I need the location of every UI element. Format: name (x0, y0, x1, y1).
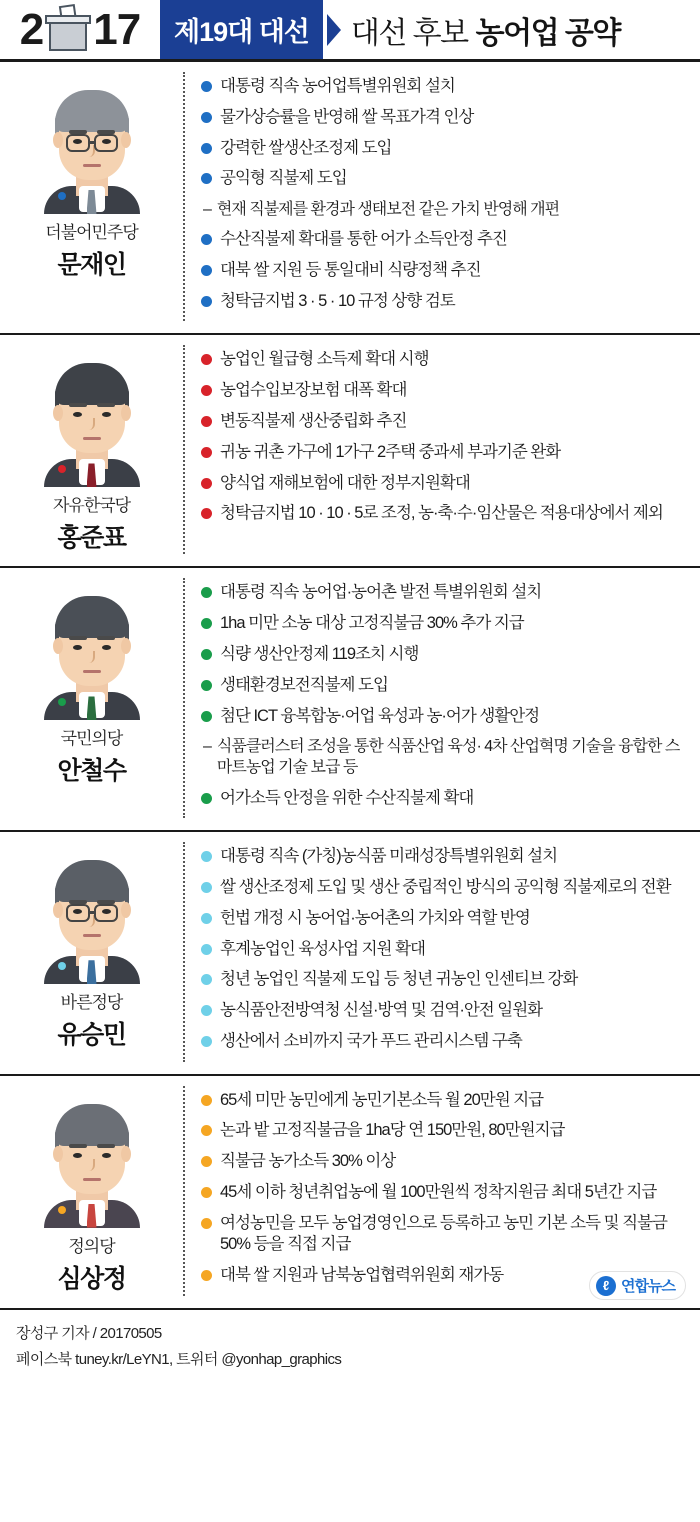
dash-marker-icon: – (203, 738, 211, 756)
bullet-dot-icon (201, 974, 212, 985)
pledge-item (201, 1151, 688, 1173)
pledge-text: 양식업 재해보험에 대한 정부지원확대 (220, 473, 470, 492)
bullet-dot-icon (201, 649, 212, 660)
pledge-text: 물가상승률을 반영해 쌀 목표가격 인상 (220, 107, 474, 126)
pledge-text: 청년 농업인 직불제 도입 등 청년 귀농인 인센티브 강화 (220, 970, 578, 989)
pledge-text: 농업인 월급형 소득제 확대 시행 (220, 350, 429, 369)
candidate-portrait (36, 82, 148, 210)
pledge-text: 첨단 ICT 융복합농·어업 육성과 농·어가 생활안정 (220, 706, 540, 725)
pledge-item (201, 229, 688, 251)
candidate-party: 바른정당 (60, 993, 123, 1013)
bullet-dot-icon (201, 112, 212, 123)
footer (0, 1310, 700, 1390)
header (0, 0, 700, 62)
candidate-portrait (36, 355, 148, 483)
header-title-light: 대선 후보 (350, 16, 468, 50)
bullet-dot-icon (201, 447, 212, 458)
pledge-list (185, 72, 700, 321)
pledge-item (201, 908, 688, 930)
pledge-text: 강력한 쌀생산조정제 도입 (220, 138, 392, 157)
candidate-name: 홍준표 (57, 524, 126, 553)
candidate-identity (0, 345, 185, 554)
bullet-dot-icon (201, 793, 212, 804)
bullet-dot-icon (201, 265, 212, 276)
pledge-item (201, 1031, 688, 1053)
pledge-item (201, 1120, 688, 1142)
pledge-text: 대통령 직속 농어업·농어촌 발전 특별위원회 설치 (220, 583, 542, 602)
bullet-dot-icon (201, 234, 212, 245)
pledge-item (201, 644, 688, 666)
pledge-list (185, 1086, 700, 1296)
yonhap-logo (589, 1271, 686, 1300)
candidate-name: 유승민 (57, 1021, 126, 1050)
bullet-dot-icon (201, 618, 212, 629)
candidate-list (0, 62, 700, 1310)
pledge-text: 쌀 생산조정제 도입 및 생산 중립적인 방식의 공익형 직불제로의 전환 (220, 878, 671, 897)
pledge-item (201, 503, 688, 525)
pledge-item (201, 168, 688, 190)
header-subtitle: 제19대 대선 (160, 0, 323, 59)
pledge-item (201, 1213, 688, 1257)
year-text (20, 5, 140, 55)
pledge-text: 1ha 미만 소농 대상 고정직불금 30% 추가 지급 (220, 614, 524, 633)
pledge-item (201, 442, 688, 464)
pledge-text: 귀농 귀촌 가구에 1가구 2주택 중과세 부과기준 완화 (220, 442, 561, 461)
candidate-party: 더불어민주당 (45, 223, 138, 242)
pledge-item (201, 582, 688, 604)
candidate-identity (0, 72, 185, 321)
bullet-dot-icon (201, 1156, 212, 1167)
candidate-identity (0, 1086, 185, 1296)
pledge-subitem (201, 736, 688, 778)
pledge-item (201, 473, 688, 495)
footer-social: 페이스북 tuney.kr/LeYN1, 트위터 @yonhap_graphics (16, 1351, 342, 1368)
bullet-dot-icon (201, 416, 212, 427)
pledge-text: 대북 쌀 지원 등 통일대비 식량정책 추진 (220, 260, 481, 279)
candidate-name: 안철수 (57, 757, 126, 786)
candidate-portrait (36, 1096, 148, 1224)
bullet-dot-icon (201, 385, 212, 396)
bullet-dot-icon (201, 81, 212, 92)
pledge-text: 공익형 직불제 도입 (220, 169, 347, 188)
pledge-text: 여성농민을 모두 농업경영인으로 등록하고 농민 기본 소득 및 직불금 50% 등을 직접 지급 (220, 1213, 667, 1254)
pledge-text: 식품클러스터 조성을 통한 식품산업 육성· 4차 산업혁명 기술을 융합한 스마트농업 기술 보급 등 (216, 738, 680, 777)
bullet-dot-icon (201, 296, 212, 307)
dash-marker-icon: – (203, 201, 211, 219)
pledge-subitem (201, 199, 688, 220)
pledge-text: 청탁금지법 10 · 10 · 5로 조정, 농·축·수·임산물은 적용대상에서 제외 (220, 504, 663, 523)
pledge-list (185, 578, 700, 818)
pledge-text: 헌법 개정 시 농어업·농어촌의 가치와 역할 반영 (220, 908, 530, 927)
candidate-identity (0, 578, 185, 818)
pledge-item (201, 76, 688, 98)
candidate-block (0, 62, 700, 335)
pledge-list (185, 842, 700, 1061)
pledge-list (185, 345, 700, 554)
pledge-text: 대통령 직속 농어업특별위원회 설치 (220, 77, 455, 95)
pledge-item (201, 291, 688, 313)
bullet-dot-icon (201, 882, 212, 893)
pledge-item (201, 706, 688, 728)
footer-byline: 장성구 기자 / 20170505 (16, 1325, 162, 1342)
bullet-dot-icon (201, 354, 212, 365)
candidate-party: 정의당 (68, 1236, 115, 1256)
bullet-dot-icon (201, 1125, 212, 1136)
bullet-dot-icon (201, 1005, 212, 1016)
candidate-identity (0, 842, 185, 1061)
bullet-dot-icon (201, 1036, 212, 1047)
bullet-dot-icon (201, 711, 212, 722)
bullet-dot-icon (201, 1270, 212, 1281)
candidate-portrait (36, 852, 148, 980)
ballot-box-icon (45, 7, 91, 53)
pledge-text: 현재 직불제를 환경과 생태보전 같은 가치 반영해 개편 (216, 201, 560, 219)
pledge-text: 수산직불제 확대를 통한 어가 소득안정 추진 (220, 230, 507, 249)
pledge-text: 45세 이하 청년취업농에 월 100만원씩 정착지원금 최대 5년간 지급 (220, 1182, 657, 1201)
candidate-portrait (36, 588, 148, 716)
header-year (0, 0, 160, 59)
pledge-text: 대북 쌀 지원과 남북농업협력위원회 재가동 (220, 1266, 504, 1285)
candidate-party: 국민의당 (60, 729, 123, 749)
pledge-item (201, 877, 688, 899)
candidate-block (0, 568, 700, 832)
bullet-dot-icon (201, 1218, 212, 1229)
candidate-block (0, 1076, 700, 1310)
bullet-dot-icon (201, 173, 212, 184)
pledge-item (201, 380, 688, 402)
header-title-bold: 농어업 공약 (475, 16, 620, 50)
pledge-text: 어가소득 안정을 위한 수산직불제 확대 (220, 788, 474, 807)
pledge-text: 논과 밭 고정직불금을 1ha당 연 150만원, 80만원지급 (220, 1121, 565, 1140)
pledge-text: 생태환경보전직불제 도입 (220, 675, 388, 694)
pledge-text: 식량 생산안정제 119조치 시행 (220, 645, 419, 663)
pledge-item (201, 349, 688, 371)
pledge-item (201, 846, 688, 868)
yonhap-logo-text: 연합뉴스 (621, 1278, 675, 1295)
bullet-dot-icon (201, 1187, 212, 1198)
candidate-block (0, 832, 700, 1075)
candidate-name: 심상정 (57, 1264, 126, 1293)
year-suffix: 17 (93, 4, 141, 54)
pledge-text: 청탁금지법 3 · 5 · 10 규정 상향 검토 (220, 291, 455, 310)
bullet-dot-icon (201, 1095, 212, 1106)
bullet-dot-icon (201, 143, 212, 154)
pledge-text: 농업수입보장보험 대폭 확대 (220, 381, 407, 400)
pledge-text: 후계농업인 육성사업 지원 확대 (220, 939, 425, 958)
bullet-dot-icon (201, 587, 212, 598)
year-prefix: 2 (19, 4, 44, 54)
pledge-item (201, 1090, 688, 1112)
pledge-text: 농식품안전방역청 신설·방역 및 검역·안전 일원화 (220, 1001, 543, 1020)
pledge-text: 대통령 직속 (가칭)농식품 미래성장특별위원회 설치 (220, 847, 558, 866)
bullet-dot-icon (201, 851, 212, 862)
pledge-item (201, 969, 688, 991)
pledge-item (201, 107, 688, 129)
pledge-item (201, 939, 688, 961)
pledge-text: 직불금 농가소득 30% 이상 (220, 1152, 396, 1171)
pledge-text: 생산에서 소비까지 국가 푸드 관리시스템 구축 (220, 1031, 522, 1050)
pledge-item (201, 260, 688, 282)
candidate-party: 자유한국당 (52, 496, 131, 516)
bullet-dot-icon (201, 508, 212, 519)
candidate-block (0, 335, 700, 568)
pledge-item (201, 411, 688, 433)
pledge-item (201, 788, 688, 810)
pledge-item (201, 613, 688, 635)
pledge-text: 65세 미만 농민에게 농민기본소득 월 20만원 지급 (220, 1090, 544, 1109)
bullet-dot-icon (201, 913, 212, 924)
pledge-text: 변동직불제 생산중립화 추진 (220, 412, 407, 430)
candidate-name: 문재인 (57, 251, 126, 279)
pledge-item (201, 1000, 688, 1022)
arrow-icon (327, 14, 341, 46)
pledge-item (201, 1182, 688, 1204)
bullet-dot-icon (201, 478, 212, 489)
bullet-dot-icon (201, 680, 212, 691)
pledge-item (201, 138, 688, 160)
header-title (323, 0, 700, 59)
pledge-item (201, 675, 688, 697)
bullet-dot-icon (201, 944, 212, 955)
yonhap-mark-icon: ℓ (596, 1276, 616, 1296)
